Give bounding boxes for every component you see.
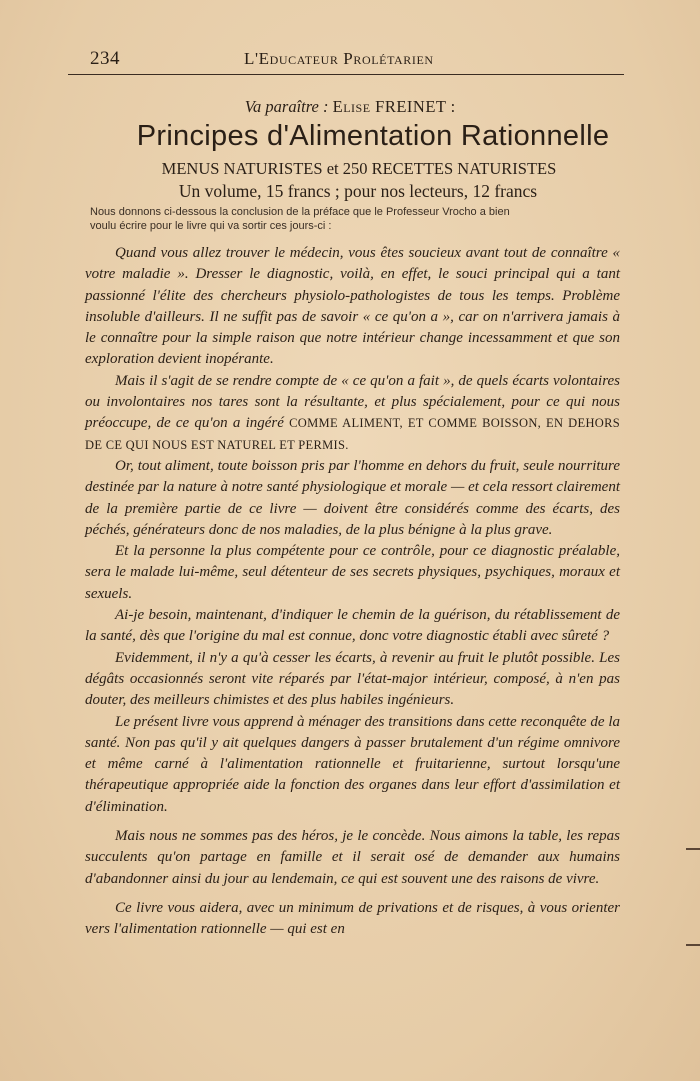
paragraph-1: Quand vous allez trouver le médecin, vous êtes soucieux avant tout de connaître « votre maladie ». Dresser le diagnostic, voilà, en effet, le souci principal qui a tant passionné l'élite des chercheurs physiolo-pathologistes de tous les temps. Problème insoluble d'ailleurs. Il ne suffit pas de savoir « ce qu'on a », car on n'arrivera jamais à le connaître pour la simple raison que notre intérieur change incessamment et que son exploration devient inopérante. — [85, 245, 620, 368]
author-name: Elise FREINET — [332, 97, 447, 116]
paragraph-3: Or, tout aliment, toute boisson pris par l'homme en dehors du fruit, seule nourriture destinée par la nature à notre santé physiologique et morale — et cela ressort clairement de la première partie de ce livre — doivent être considérés comme des écarts, des péchés, générateurs donc de nos maladies, de la plus bénigne à la plus grave. — [85, 457, 620, 538]
paragraph-2-caps: COMME ALIMENT, ET COMME BOISSON, EN DEHORS DE CE QUI NOUS EST NATUREL ET PERMIS. — [85, 416, 620, 452]
paragraph-5: Ai-je besoin, maintenant, d'indiquer le chemin de la guérison, du rétablissement de la santé, dès que l'origine du mal est connue, donc votre diagnostic établi avec sûreté ? — [85, 607, 620, 645]
page-header — [68, 46, 624, 75]
paragraph-6: Evidemment, il n'y a qu'à cesser les écarts, à revenir au fruit le plutôt possible. Les dégâts occasionnés seront vite réparés par l'état-major intérieur, composé, à n'en pas douter, des meilleurs chimistes et des plus habiles ingénieurs. — [85, 649, 620, 709]
page-number: 234 — [90, 48, 120, 69]
intro-note — [90, 205, 652, 233]
announcement-line — [0, 97, 700, 117]
paragraph-7: Le présent livre vous apprend à ménager des transitions dans cette reconquête de la santé. Non pas qu'il y ait quelques dangers à passer brutalement d'un régime omnivore et même carné à l'alimentation rationnelle et fruitarienne, surtout lorsqu'une thérapeutique appropriée aide la fonction des organes dans leur effort d'assimilation et d'élimination. — [85, 713, 620, 815]
book-subtitle: MENUS NATURISTES et 250 RECETTES NATURISTES — [161, 159, 557, 178]
running-title: L'Educateur Prolétarien — [244, 49, 434, 68]
announcement-suffix: : — [446, 97, 456, 116]
paragraph-8: Mais nous ne sommes pas des héros, je le concède. Nous aimons la table, les repas succulents qu'on partage en famille et il serait osé de demander aux humains d'abandonner ainsi du jour au lendemain, ce qui est souvent une des raisons de vivre. — [85, 828, 620, 887]
paragraph-9: Ce livre vous aidera, avec un minimum de privations et de risques, à vous orienter vers l'alimentation rationnelle — qui est en — [85, 899, 620, 938]
preface-excerpt — [85, 243, 620, 941]
book-price: Un volume, 15 francs ; pour nos lecteurs, 12 francs — [178, 181, 538, 201]
announcement-prefix: Va paraître : — [244, 97, 333, 116]
paragraph-4: Et la personne la plus compétente pour ce contrôle, pour ce diagnostic préalable, sera le malade lui-même, seul détenteur de ses secrets physiques, psychiques, moraux et sexuels. — [85, 543, 620, 602]
margin-mark — [686, 944, 700, 946]
paragraph-2-text: Mais il s'agit de se rendre compte de « ce qu'on a fait », de quels écarts volontaires ou involontaires nos tares sont la résultante, et plus spécialement, pour ce qui nous préoccupe, de ce qu'on a ingéré — [85, 372, 620, 432]
margin-mark — [686, 848, 700, 850]
book-title: Principes d'Alimentation Rationnelle — [136, 120, 610, 152]
paragraph-2 — [85, 371, 620, 456]
intro-line-2: voulu écrire pour le livre qui va sortir ces jours-ci : — [90, 220, 332, 232]
intro-line-1: Nous donnons ci-dessous la conclusion de la préface que le Professeur Vrocho a bien — [90, 206, 510, 218]
